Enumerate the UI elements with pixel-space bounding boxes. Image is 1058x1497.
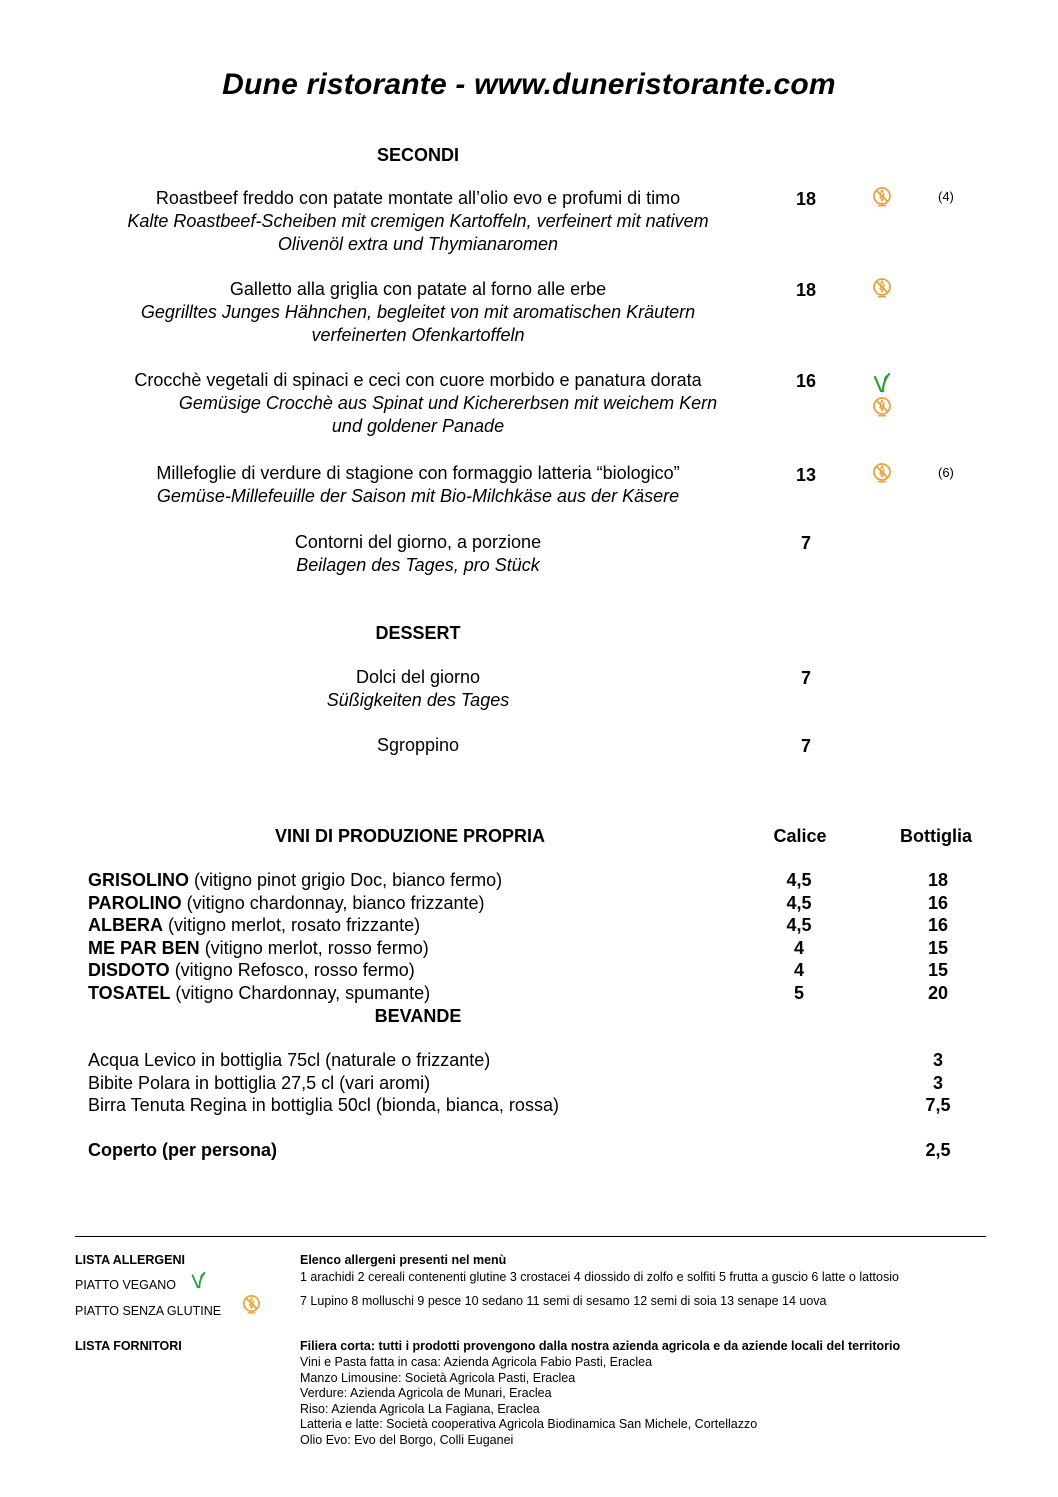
- drink-label: Bibite Polara in bottiglia 27,5 cl (vari aromi): [88, 1072, 431, 1093]
- supplier-line: Manzo Limousine: Società Agricola Pasti, Eraclea: [300, 1370, 576, 1385]
- wine-glass-price: 4: [793, 937, 804, 958]
- supplier-line: Verdure: Azienda Agricola de Munari, Eraclea: [300, 1386, 552, 1400]
- dish-name-de: Olivenöl extra und Thymianaromen: [277, 234, 559, 254]
- wine-description: (vitigno merlot, rosato frizzante): [163, 915, 421, 936]
- drink-row: [88, 1094, 988, 1117]
- footer-divider: [75, 1236, 986, 1237]
- section-heading-secondi: SECONDI: [376, 145, 459, 165]
- wine-glass-price: 4,5: [786, 915, 812, 936]
- wine-glass-price: 4,5: [786, 870, 812, 890]
- drink-row: [88, 1049, 988, 1072]
- wine-row: [88, 982, 988, 1005]
- dish-name-it: Dolci del giorno: [355, 667, 481, 687]
- dish-price: 7: [800, 533, 811, 553]
- supplier-line: Vini e Pasta fatta in casa: Azienda Agricola Fabio Pasti, Eraclea: [300, 1355, 653, 1369]
- dish-name-it: Crocchè vegetali di spinaci e ceci con cuore morbido e panatura dorata: [134, 370, 702, 390]
- gluten-free-icon: [871, 462, 893, 484]
- section-heading-wines: VINI DI PRODUZIONE PROPRIA: [274, 826, 546, 846]
- wine-glass-price: 5: [793, 983, 804, 1003]
- drink-label: Acqua Levico in bottiglia 75cl (naturale o frizzante): [88, 1050, 491, 1070]
- allergens-line: 1 arachidi 2 cereali contenenti glutine 3 crostacei 4 diossido di zolfo e solfiti 5 frutta a guscio 6 latte o lattosio: [300, 1270, 899, 1284]
- allergen-note: (6): [938, 465, 954, 480]
- menu-item: [60, 734, 776, 757]
- cover-charge-price: 2,5: [925, 1140, 951, 1160]
- supplier-line: Riso: Azienda Agricola La Fagiana, Eraclea: [300, 1401, 540, 1416]
- wine-name: TOSATEL: [88, 983, 171, 1003]
- suppliers-heading: Filiera corta: tutti i prodotti provengono dalla nostra azienda agricola e da aziende locali del territorio: [300, 1339, 901, 1353]
- wine-description: (vitigno chardonnay, bianco frizzante): [181, 892, 485, 913]
- supplier-line: Olio Evo: Evo del Borgo, Colli Euganei: [300, 1432, 514, 1447]
- wine-bottle-price: 15: [927, 960, 949, 981]
- dish-name-de: Beilagen des Tages, pro Stück: [296, 555, 540, 575]
- wine-description: (vitigno Chardonnay, spumante): [170, 983, 431, 1003]
- wine-bottle-price: 16: [927, 915, 949, 936]
- wine-name: ALBERA: [88, 915, 163, 936]
- dish-name-de: Süßigkeiten des Tages: [326, 690, 510, 710]
- wine-row: [88, 937, 988, 960]
- section-heading-drinks: BEVANDE: [374, 1006, 462, 1026]
- dish-name-it: Sgroppino: [376, 735, 460, 755]
- dish-name-de: Kalte Roastbeef-Scheiben mit cremigen Kartoffeln, verfeinert mit nativem: [127, 211, 709, 231]
- wine-name: DISDOTO: [88, 960, 170, 981]
- dish-name-it: Galletto alla griglia con patate al forno alle erbe: [229, 279, 607, 299]
- wine-row: [88, 914, 988, 937]
- wine-glass-price: 4: [793, 960, 804, 981]
- gluten-free-icon: [871, 277, 893, 299]
- dish-name-it: Contorni del giorno, a porzione: [294, 532, 542, 552]
- wine-description: (vitigno merlot, rosso fermo): [199, 937, 429, 958]
- vegan-leaf-icon: [190, 1270, 207, 1289]
- dish-name-de: und goldener Panade: [331, 416, 505, 436]
- dish-name-de: Gemüsige Crocchè aus Spinat und Kichererbsen mit weichem Kern: [178, 393, 718, 413]
- allergens-heading: Elenco allergeni presenti nel menù: [300, 1253, 507, 1267]
- wine-bottle-price: 16: [927, 892, 949, 913]
- drink-label: Birra Tenuta Regina in bottiglia 50cl (bionda, bianca, rossa): [88, 1095, 559, 1116]
- menu-item: [60, 462, 776, 508]
- wine-row: [88, 959, 988, 982]
- dish-price: 7: [800, 668, 811, 688]
- dish-price: 18: [795, 280, 817, 300]
- wine-bottle-price: 15: [927, 937, 949, 958]
- vegan-legend-label: PIATTO VEGANO: [75, 1278, 176, 1292]
- column-header-bottle: Bottiglia: [900, 826, 972, 846]
- section-heading-dessert: DESSERT: [375, 623, 461, 643]
- dish-price: 13: [795, 465, 817, 485]
- wine-glass-price: 4,5: [786, 892, 812, 913]
- dish-name-it: Roastbeef freddo con patate montate all’olio evo e profumi di timo: [155, 188, 681, 208]
- dish-name-it: Millefoglie di verdure di stagione con formaggio latteria “biologico”: [156, 463, 680, 483]
- gluten-free-icon: [871, 396, 893, 418]
- dish-price: 18: [795, 189, 817, 209]
- supplier-line: Latteria e latte: Società cooperativa Agricola Biodinamica San Michele, Cortellazzo: [300, 1417, 758, 1431]
- allergens-line: 7 Lupino 8 molluschi 9 pesce 10 sedano 11 semi di sesamo 12 semi di soia 13 senape 14 uova: [300, 1294, 827, 1308]
- gluten-free-icon: [871, 186, 893, 208]
- cover-charge-row: [88, 1139, 988, 1162]
- column-header-glass: Calice: [773, 826, 827, 846]
- drink-price: 7,5: [925, 1095, 951, 1116]
- suppliers-list-title: LISTA FORNITORI: [75, 1339, 182, 1353]
- gluten-free-icon: [241, 1294, 262, 1315]
- gluten-free-legend-label: PIATTO SENZA GLUTINE: [75, 1304, 222, 1318]
- wine-name: PAROLINO: [88, 892, 182, 913]
- page-title: Dune ristorante - www.duneristorante.com: [222, 68, 836, 101]
- dish-name-de: Gemüse-Millefeuille der Saison mit Bio-Milchkäse aus der Käsere: [156, 486, 680, 506]
- wine-name: ME PAR BEN: [88, 937, 200, 958]
- menu-item: [60, 666, 776, 712]
- menu-item: [60, 278, 776, 347]
- allergens-list-title: LISTA ALLERGENI: [75, 1253, 185, 1267]
- dish-name-de: verfeinerten Ofenkartoffeln: [311, 325, 525, 345]
- dish-price: 7: [800, 736, 811, 756]
- wine-bottle-price: 18: [927, 870, 949, 890]
- vegan-leaf-icon: [872, 371, 892, 393]
- drink-price: 3: [932, 1072, 943, 1093]
- wine-row: [88, 869, 988, 892]
- dish-price: 16: [795, 371, 817, 391]
- cover-charge-label: Coperto (per persona): [88, 1140, 278, 1160]
- wine-name: GRISOLINO: [88, 870, 190, 890]
- drink-row: [88, 1072, 988, 1095]
- drink-price: 3: [932, 1050, 943, 1070]
- wine-row: [88, 892, 988, 915]
- menu-item: [60, 369, 776, 438]
- dish-name-de: Gegrilltes Junges Hähnchen, begleitet von mit aromatischen Kräutern: [140, 302, 696, 322]
- wine-bottle-price: 20: [927, 983, 949, 1003]
- menu-item: [60, 187, 776, 256]
- allergen-note: (4): [938, 189, 954, 204]
- wine-description: (vitigno Refosco, rosso fermo): [169, 960, 415, 981]
- menu-item: [60, 531, 776, 577]
- wine-description: (vitigno pinot grigio Doc, bianco fermo): [189, 870, 503, 890]
